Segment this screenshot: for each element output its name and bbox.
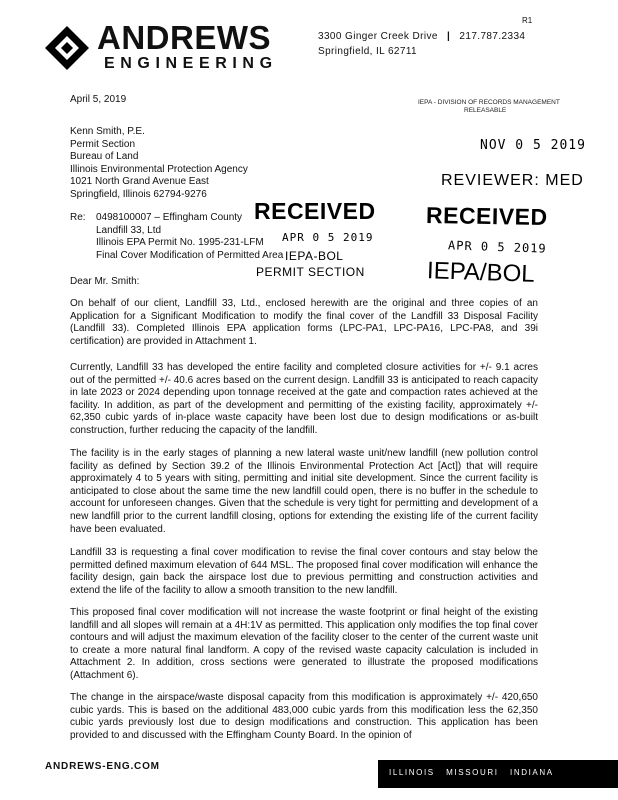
apr-date-stamp-right: APR 0 5 2019 [447, 238, 547, 256]
salutation: Dear Mr. Smith: [70, 276, 140, 287]
recipient-line: 1021 North Grand Avenue East [70, 176, 209, 187]
page-marker: R1 [522, 16, 533, 25]
address-divider: | [447, 31, 451, 42]
re-label: Re: [70, 212, 86, 223]
body-paragraph: Landfill 33 is requesting a final cover modification to revise the final cover contours and stay below the permitted defined maximum elevation of 644 MSL. The proposed final cover modification will enhance the facility design, gain back the airspace lost due to previous permitting and construction activities and extend the life of the facility to allow a smooth transition to the new landfill. [70, 547, 538, 596]
received-stamp-right: RECEIVED [425, 201, 548, 231]
iepa-records-line1: IEPA - DIVISION OF RECORDS MANAGEMENT [418, 99, 560, 106]
body-paragraph: Currently, Landfill 33 has developed the entire facility and completed closure activities for +/- 9.1 acres out of the permitted +/- 40.6 acres based on the current design. Landfill 33 is anticipated to reach capacity in late 2023 or 2024 depending upon tonnage received at the gate and compaction rates achieved at the facility. In addition, as part of the development and permitting of the existing facility, approximately +/- 62,350 cubic yards of in-place waste capacity have been lost due to design modifications or as-built construction, further reducing the capacity of the landfill. [70, 362, 538, 436]
body-paragraph: The facility is in the early stages of planning a new lateral waste unit/new landfill (new pollution control facility as defined by Section 39.2 of the Illinois Environmental Protection Act [Act]) that will require approximately 4 to 5 years with siting, permitting and initial site development. Since the current facility is anticipated to close about the same time the new landfill could open, there is no buffer in the schedule to account for unforeseen changes. Given that the schedule is very tight for permitting and development of a new landfill prior to the current landfill closing, options for extending the existing life of the current facility have been evaluated. [70, 448, 538, 535]
recipient-line: Kenn Smith, P.E. [70, 126, 145, 137]
logo-subtitle: ENGINEERING [104, 55, 278, 72]
recipient-line: Springfield, Illinois 62794-9276 [70, 188, 207, 200]
recipient-address [70, 126, 248, 201]
apr-date-stamp-left: APR 0 5 2019 [282, 231, 374, 244]
received-stamp-left: RECEIVED [254, 198, 376, 224]
re-line: 0498100007 – Effingham County [96, 212, 243, 223]
re-line: Final Cover Modification of Permitted Area [96, 249, 284, 261]
body-paragraph: The change in the airspace/waste disposal capacity from this modification is approximately +/- 420,650 cubic yards. This is based on the additional 483,000 cubic yards from this modification less the 62,350 cubic yards previously lost due to design modifications and construction. This application has been provided to and discussed with the Effingham County Board. In the opinion of [70, 692, 538, 741]
re-line: Illinois EPA Permit No. 1995-231-LFM [96, 237, 264, 248]
body-paragraph: This proposed final cover modification will not increase the waste footprint or final height of the existing landfill and all slopes will remain at a 4H:1V as permitted. This application only modifies the top final cover contours and will adjust the maximum elevation of the facility closer to the center of the current waste unit to create a more natural final landform. A copy of the revised waste capacity calculation is included in Attachment 2. In addition, cross sections were generated to illustrate the proposed modifications (Attachment 6). [70, 607, 538, 681]
letter-date: April 5, 2019 [70, 94, 127, 105]
permit-section-stamp: PERMIT SECTION [256, 265, 365, 279]
iepa-records-line2: RELEASABLE [464, 107, 507, 114]
re-line: Landfill 33, Ltd [96, 224, 162, 236]
nov-date-stamp: NOV 0 5 2019 [480, 138, 586, 153]
address-street: 3300 Ginger Creek Drive [318, 31, 438, 42]
iepa-bol-stamp-right: IEPA/BOL [426, 257, 536, 288]
letterhead-address-line1 [318, 31, 525, 43]
footer-states: ILLINOIS MISSOURI INDIANA [389, 768, 554, 777]
recipient-line: Bureau of Land [70, 151, 139, 162]
re-block [96, 212, 283, 262]
footer-website: ANDREWS-ENG.COM [45, 761, 160, 772]
address-city: Springfield, IL 62711 [318, 46, 418, 57]
body-paragraph: On behalf of our client, Landfill 33, Ltd., enclosed herewith are the original and three copies of an Application for a Significant Modification to modify the final cover of the Landfill 33 Disposal Facility (Landfill 33). Completed Illinois EPA application forms (LPC-PA1, LPC-PA16, LPC-PA8, and 39i certification) are provided in Attachment 1. [70, 298, 538, 347]
address-phone: 217.787.2334 [459, 31, 526, 42]
recipient-line: Illinois Environmental Protection Agency [70, 163, 248, 175]
recipient-line: Permit Section [70, 138, 136, 150]
iepa-bol-stamp-left: IEPA-BOL [285, 249, 344, 263]
iepa-records-header [418, 99, 560, 115]
reviewer-stamp: REVIEWER: MED [441, 172, 584, 189]
logo-name: ANDREWS [97, 19, 271, 56]
andrews-diamond-logo-icon [44, 25, 90, 71]
